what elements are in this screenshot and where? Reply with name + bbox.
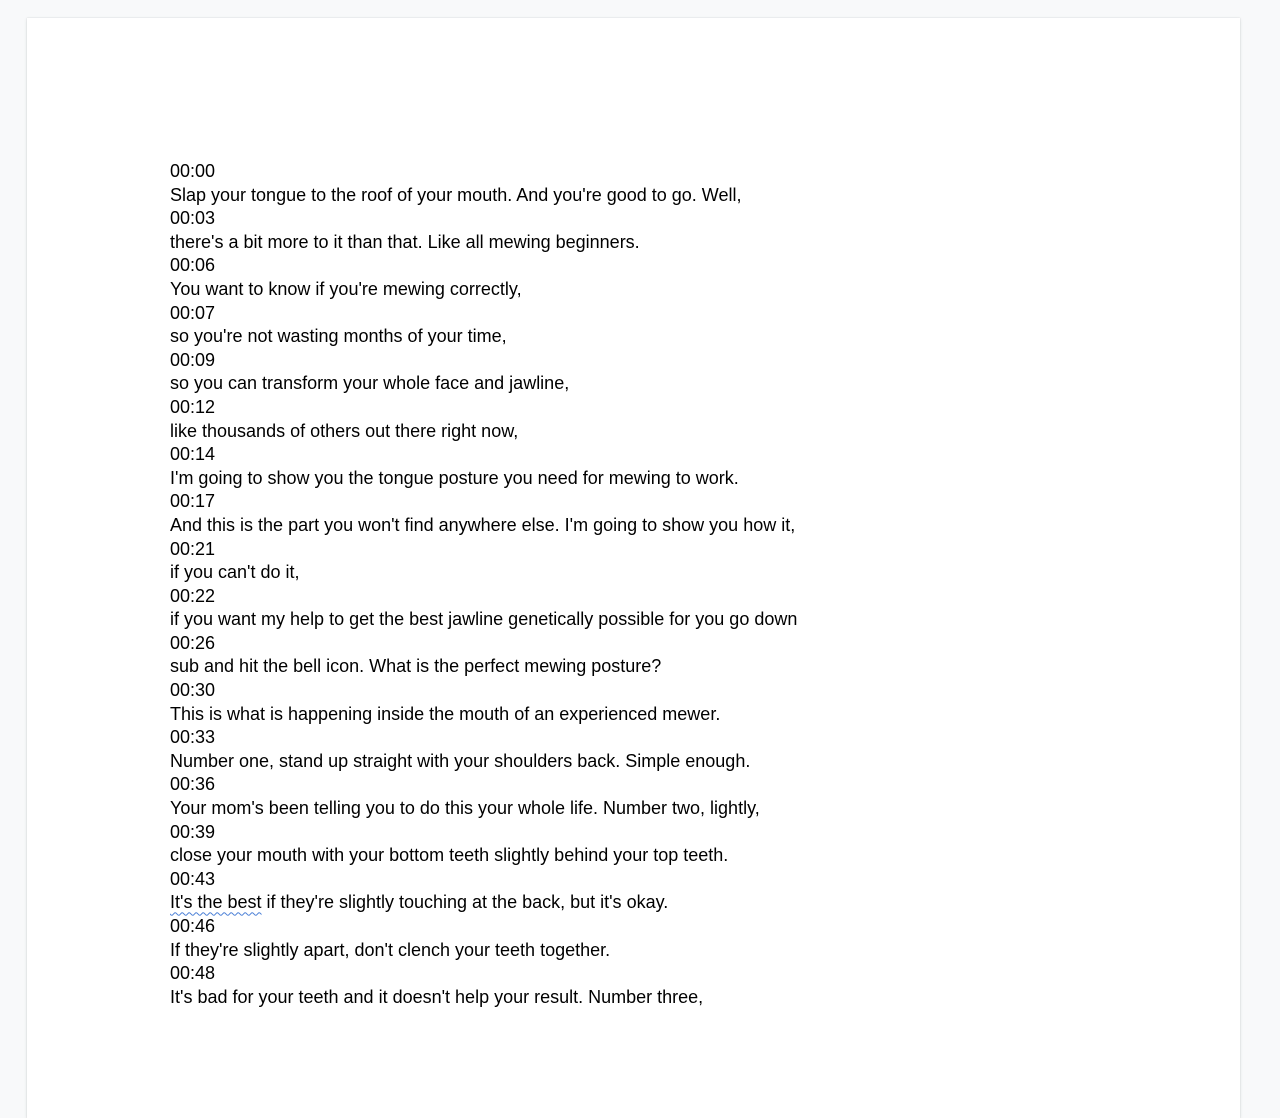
timestamp: 00:43 [170,868,216,889]
transcript-line: like thousands of others out there right now, [170,420,519,441]
timestamp: 00:03 [170,208,216,229]
transcript-line: if you want my help to get the best jawline genetically possible for you go down [170,609,798,630]
transcript-line [170,891,797,915]
transcript-line: sub and hit the bell icon. What is the perfect mewing posture? [170,656,662,677]
timestamp: 00:46 [170,916,216,936]
timestamp: 00:17 [170,491,216,512]
transcript-line: You want to know if you're mewing correctly, [170,278,522,299]
timestamp: 00:33 [170,727,216,748]
document-body[interactable] [170,160,797,1009]
timestamp: 00:26 [170,632,216,653]
transcript-line: If they're slightly apart, don't clench your teeth together. [170,939,611,960]
transcript-line: so you can transform your whole face and jawline, [170,373,570,394]
transcript-line: Number one, stand up straight with your shoulders back. Simple enough. [170,750,751,771]
transcript-line: I'm going to show you the tongue posture you need for mewing to work. [170,467,739,488]
transcript-line: Your mom's been telling you to do this your whole life. Number two, lightly, [170,798,760,819]
timestamp: 00:48 [170,963,216,984]
transcript-line: there's a bit more to it than that. Like all mewing beginners. [170,231,640,252]
timestamp: 00:22 [170,585,216,606]
transcript-line: close your mouth with your bottom teeth slightly behind your top teeth. [170,845,729,866]
timestamp: 00:06 [170,255,216,276]
transcript-line: so you're not wasting months of your time, [170,326,507,347]
transcript-line-rest: if they're slightly touching at the back, but it's okay. [261,892,669,913]
transcript-line: And this is the part you won't find anywhere else. I'm going to show you how it, [170,514,796,535]
timestamp: 00:00 [170,161,216,181]
timestamp: 00:14 [170,444,216,465]
timestamp: 00:07 [170,302,216,323]
timestamp: 00:39 [170,821,216,842]
timestamp: 00:30 [170,680,216,701]
transcript-line: It's bad for your teeth and it doesn't help your result. Number three, [170,986,704,1007]
transcript-line: Slap your tongue to the roof of your mouth. And you're good to go. Well, [170,184,742,205]
document-page[interactable] [27,18,1240,1118]
timestamp: 00:36 [170,774,216,795]
transcript-line: if you can't do it, [170,562,300,583]
timestamp: 00:21 [170,538,216,559]
transcript-line: This is what is happening inside the mouth of an experienced mewer. [170,703,721,724]
timestamp: 00:12 [170,396,216,417]
spellcheck-flagged-text[interactable]: It's the best [170,892,262,913]
timestamp: 00:09 [170,349,216,370]
